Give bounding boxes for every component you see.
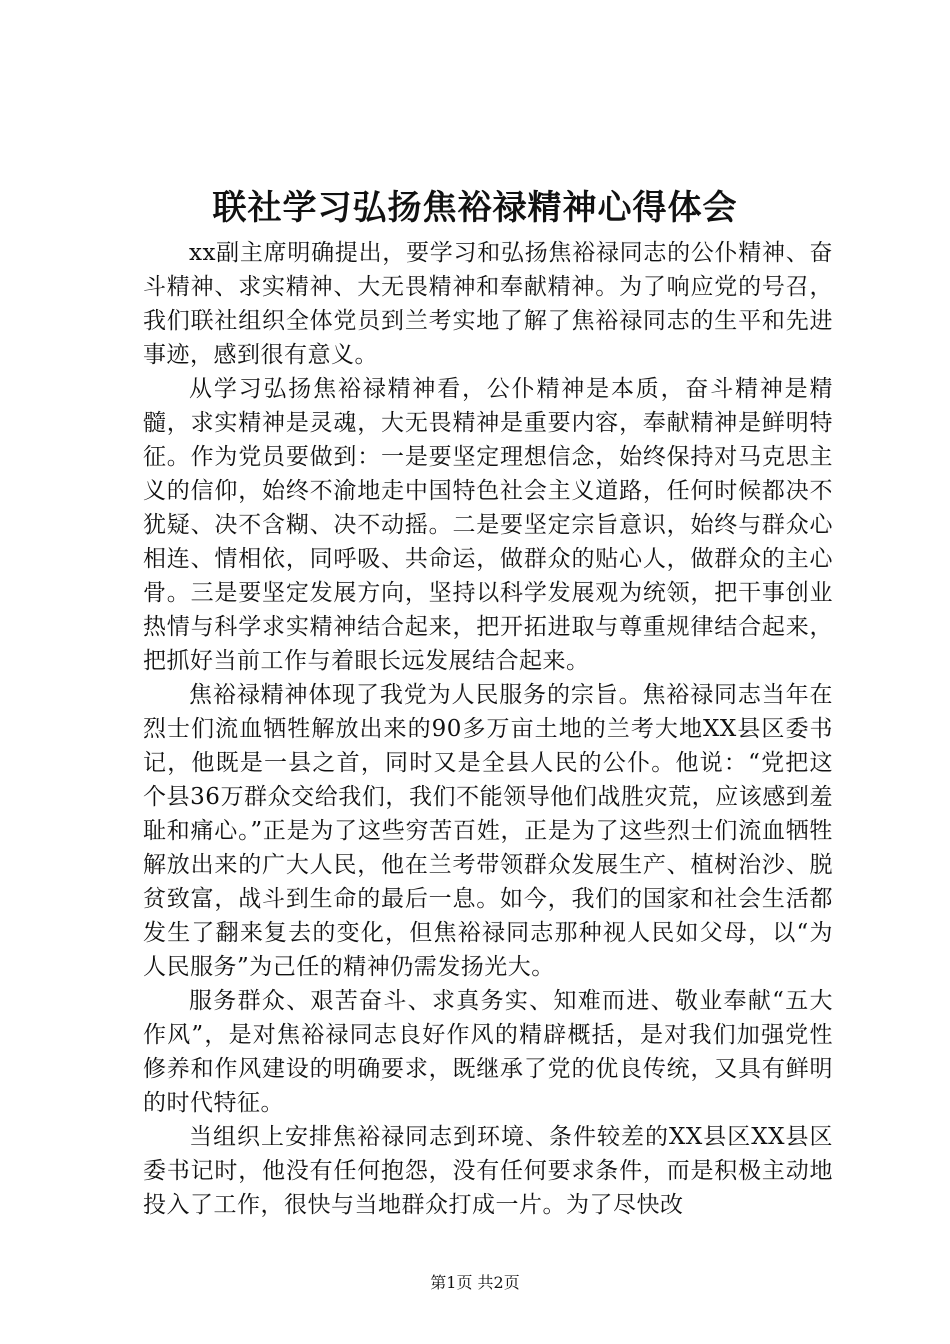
- paragraph-3: 焦裕禄精神体现了我党为人民服务的宗旨。焦裕禄同志当年在烈士们流血牺牲解放出来的90多万亩土地的兰考大地XX县区委书记，他既是一县之首，同时又是全县人民的公仆。他说：“党把这个县36万群众交给我们，我们不能领导他们战胜灾荒，应该感到羞耻和痛心。”正是为了这些穷苦百姓，正是为了这些烈士们流血牺牲解放出来的广大人民，他在兰考带领群众发展生产、植树治沙、脱贫致富，战斗到生命的最后一息。如今，我们的国家和社会生活都发生了翻来复去的变化，但焦裕禄同志那种视人民如父母，以“为人民服务”为己任的精神仍需发扬光大。: [143, 682, 833, 980]
- document-title: 联社学习弘扬焦裕禄精神心得体会: [212, 188, 738, 228]
- paragraph-1: xx副主席明确提出，要学习和弘扬焦裕禄同志的公仆精神、奋斗精神、求实精神、大无畏精神和奉献精神。为了响应党的号召，我们联社组织全体党员到兰考实地了解了焦裕禄同志的生平和先进事迹，感到很有意义。: [143, 240, 833, 368]
- paragraph-5: 当组织上安排焦裕禄同志到环境、条件较差的XX县区XX县区委书记时，他没有任何抱怨，没有任何要求条件，而是积极主动地投入了工作，很快与当地群众打成一片。为了尽快改: [143, 1124, 833, 1218]
- paragraph-2: 从学习弘扬焦裕禄精神看，公仆精神是本质，奋斗精神是精髓，求实精神是灵魂，大无畏精神是重要内容，奉献精神是鲜明特征。作为党员要做到：一是要坚定理想信念，始终保持对马克思主义的信仰，始终不渝地走中国特色社会主义道路，任何时候都决不犹疑、决不含糊、决不动摇。二是要坚定宗旨意识，始终与群众心相连、情相依，同呼吸、共命运，做群众的贴心人，做群众的主心骨。三是要坚定发展方向，坚持以科学发展观为统领，把干事创业热情与科学求实精神结合起来，把开拓进取与尊重规律结合起来，把抓好当前工作与着眼长远发展结合起来。: [143, 376, 833, 674]
- page-number-footer: 第1页 共2页: [430, 1273, 520, 1292]
- paragraph-4: 服务群众、艰苦奋斗、求真务实、知难而进、敬业奉献“五大作风”，是对焦裕禄同志良好作风的精辟概括，是对我们加强党性修养和作风建设的明确要求，既继承了党的优良传统，又具有鲜明的时代特征。: [143, 988, 833, 1116]
- document-body: [143, 236, 833, 1222]
